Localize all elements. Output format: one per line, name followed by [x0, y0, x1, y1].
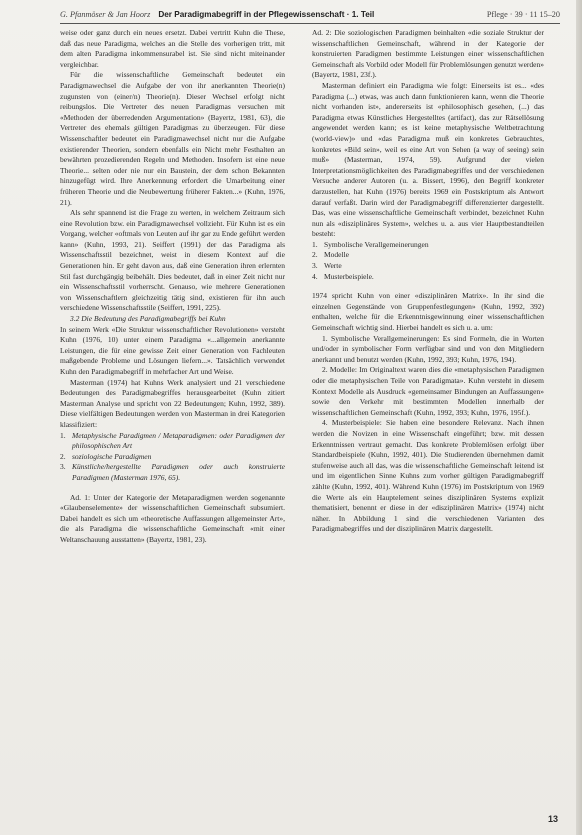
- paragraph: Masterman (1974) hat Kuhns Werk analysiert und 21 verschiedene Bedeutungen des Paradigmabegriffes herausgearbeitet (Kuhn zitiert Masterman Analyse und spricht von 22 Bedeutungen; Kuhn, 1992, 389). Diese vielfältigen Bedeutungen werden von Masterman in drei Kategorien klassifiziert:: [60, 377, 285, 429]
- list-item: 1. Metaphysische Paradigmen / Metaparadigmen: oder Paradigmen der philosophischen Art: [60, 430, 285, 451]
- header-journal: Pflege · 39 · 11 15–20: [486, 10, 560, 19]
- header-title: Der Paradigmabegriff in der Pflegewissenschaft · 1. Teil: [158, 10, 375, 19]
- list-item: 1. Symbolische Verallgemeinerungen: [312, 239, 429, 249]
- right-column: [312, 28, 544, 535]
- paragraph: Masterman definiert ein Paradigma wie folgt: Einerseits ist es... «des Paradigma (...) etwas, was auch dann funktionieren kann, wenn die Theorie nicht vorhanden ist», andererseits ist «philosophisch gesehen, (...) das Paradigma etwas Künstliches Hergestelltes (artifact), das zur Rätsellösung angewendet werden kann; es ist keine metaphysische Weltbetrachtung (world-view)» und «das Paradigma muß ein konkretes Gebrauchtes, konkretes «Bild sein», weil es eine Art von Sehen (a way of seeing) sein muß» (Masterman, 1974, 59). Aufgrund der vielen Interpretationsmöglichkeiten des Paradigmabegriffes und der verschiedenen Versuche anderer Autoren (u. a. Bissert, 1996), den Begriff konkreter darzustellen, hat Kuhn (1976) bereits 1969 ein Postskriptum als Antwort darauf verfaßt. Darin wird der Paradigmabegriff differenzierter dargestellt. Das, was eine wissenschaftliche Gemeinschaft verbindet, bezeichnet Kuhn nun als «disziplinäres System», welches u. a. aus vier Hauptbestandteilen besteht:: [312, 80, 544, 239]
- paragraph: 2. Modelle: Im Originaltext waren dies die «metaphysischen Paradigmen oder die metaphysischen Teile von Paradigmata». Kuhn versteht in diesem Kontext Modelle als Ausdruck «gemeinsamer Bindungen an Auffassungen» sowie den Verkehr mit bestimmten Modellen innerhalb der wissenschaftlichen Gemeinschaft (Kuhn, 1992, 393; Kuhn, 1976, 195f.).: [312, 365, 544, 417]
- header-authors: G. Pfanmöser & Jan Hoorz: [60, 10, 151, 19]
- list-item: 2. soziologische Paradigmen: [60, 451, 152, 461]
- list-item: 3. Werte: [312, 261, 342, 271]
- paragraph: weise oder ganz durch ein neues ersetzt. Dabei vertritt Kuhn die These, daß das neue Paradigma, welches an die Stelle des vorherigen tritt, mit dem alten Paradigma inkommensurabel ist. Sie sind nicht miteinander vergleichbar.: [60, 28, 285, 69]
- paragraph: Als sehr spannend ist die Frage zu werten, in welchem Zeitraum sich eine Revolution bzw. ein Paradigmawechsel vollzieht. Für Kuhn ist es ein Vorgang, welcher «oftmals von Leuten auf ihr gar zu Ende geführt werden kann» (Kuhn, 1993, 21). Seiffert (1991) der das Paradigma als Wissenschaftsstil bezeichnet, weist in diesem Kontext auf die Generationen hin. Er geht davon aus, daß eine Generation ihren erlernten Stil fast durchgängig beibehält. Dies bedeutet, daß in einer Zeit nicht nur ein Wissenschaftsstil vorherrscht. Genauso, wie mehrere Generationen von Wissenschaftlern gleichzeitig tätig sind, existieren für ihn auch verschiedene Wissenschaftsstile (Seiffert, 1991, 225).: [60, 208, 285, 313]
- list-item: 3. Künstliche/hergestellte Paradigmen oder auch konstruierte Paradigmen (Masterman 1976, 65).: [60, 462, 285, 482]
- paragraph: Für die wissenschaftliche Gemeinschaft bedeutet ein Paradigmawechsel die Aufgabe der von ihr anerkannten Theorie(n) zugunsten von (einer/n) Theorie(n). Dieser Wechsel erfolgt nicht reibungslos. Die Vertreter des neuen Paradigmas versuchen mit «Methoden der überredenden Argumentation» (Bayertz, 1981, 63), die Vertreter des ehemals gültigen Paradigmas zu überzeugen. Für diese Wissenschaftler bedeutet ein Paradigmawechsel nicht nur die Aufgabe existierender Theorien, sondern ebenfalls ein Nicht mehr Festhalten an bewährten prozedierenden Regeln und Methoden. Insofern ist eine neue Theorie... selten oder nie nur ein Baustein, der dem schon Bekannten hinzugefügt wird. Ihre Anerkennung erfordert die Umarbeitung einer früheren Theorie und die Neubewertung früherer Fakten...» (Kuhn, 1976, 21).: [60, 70, 285, 207]
- section-heading: 3.2 Die Bedeutung des Paradigmabegriffs bei Kuhn: [70, 314, 226, 324]
- page-spine-shadow: [576, 0, 582, 835]
- paragraph: In seinem Werk «Die Struktur wissenschaftlicher Revolutionen» versteht Kuhn (1976, 10) unter einem Paradigma «...allgemein anerkannte Leistungen, die für eine gewisse Zeit einer Generation von Fachleuten maßgebende Probleme und Lösungen liefern...». Tatsächlich verwendet Kuhn den Paradigmabegriff in mehrfacher Art und Weise.: [60, 324, 285, 376]
- left-column: [60, 28, 285, 546]
- paragraph: 1. Symbolische Verallgemeinerungen: Es sind Formeln, die in Worten und/oder in symbolischer Form verfügbar sind und von den Mitgliedern anerkannt und benutzt werden (Kuhn, 1992, 393; Kuhn, 1976, 194).: [312, 333, 544, 364]
- paragraph: 1974 spricht Kuhn von einer «disziplinären Matrix». In ihr sind die einzelnen Gegenstände von Gruppenfestlegungen» (Kuhn, 1992, 392) enthalten, welche für die Erkenntnisgewinnung einer wissenschaftlichen Gemeinschaft wichtig sind. Hierbei handelt es sich u. a. um:: [312, 291, 544, 333]
- list-item: 2. Modelle: [312, 250, 349, 260]
- page-number: 13: [547, 814, 558, 824]
- list-item: 4. Musterbeispiele.: [312, 271, 374, 281]
- component-list: [312, 240, 544, 282]
- paragraph: Ad. 1: Unter der Kategorie der Metaparadigmen werden sogenannte «Glaubenselemente» der wissenschaftlichen Gemeinschaft subsumiert. Dabei handelt es sich um «theoretische Auffassungen allgemeinster Art», die als Paradigma die wissenschaftliche Gemeinschaft «mit einer Weltanschauung ausstatten» (Bayertz, 1981, 23).: [60, 492, 285, 544]
- paragraph: 4. Musterbeispiele: Sie haben eine besondere Relevanz. Nach ihnen werden die Novizen in eine Wissenschaft eingeführt; bzw. mit dessen Erkenntnissen vertraut gemacht. Das konkrete Problemlösen erfolgt über Standardbeispiele (Kuhn, 1992, 401). Die Studierenden übernehmen damit stufenweise auch all das, was die wissenschaftliche Gemeinschaft leitend ist und im eigentlichen Sinne Kuhns zum vorher gültigen Paradigmabegriff zählte (Kuhn, 1992, 401). Während Kuhn (1976) im Postskriptum von 1969 die Werte als ein Hauptelement seines disziplinären Systems explizit thematisiert, benennt er diese in der «disziplinären Matrix» (1974) nicht näher. In Abbildung 1 sind die verschiedenen Varianten des Paradigmabegriffes und der disziplinären Matrix dargestellt.: [312, 418, 544, 534]
- running-header: [60, 7, 560, 24]
- paragraph: Ad. 2: Die soziologischen Paradigmen beinhalten «die soziale Struktur der wissenschaftlichen Gemeinschaft, während in der Kategorie der konstruierten Paradigmen bestimmte Leistungen einer wissenschaftlichen Gemeinschaft als Vorbild oder Modell für Problemlösungen genutzt werden» (Bayertz, 1981, 23f.).: [312, 28, 544, 80]
- category-list: [60, 431, 285, 484]
